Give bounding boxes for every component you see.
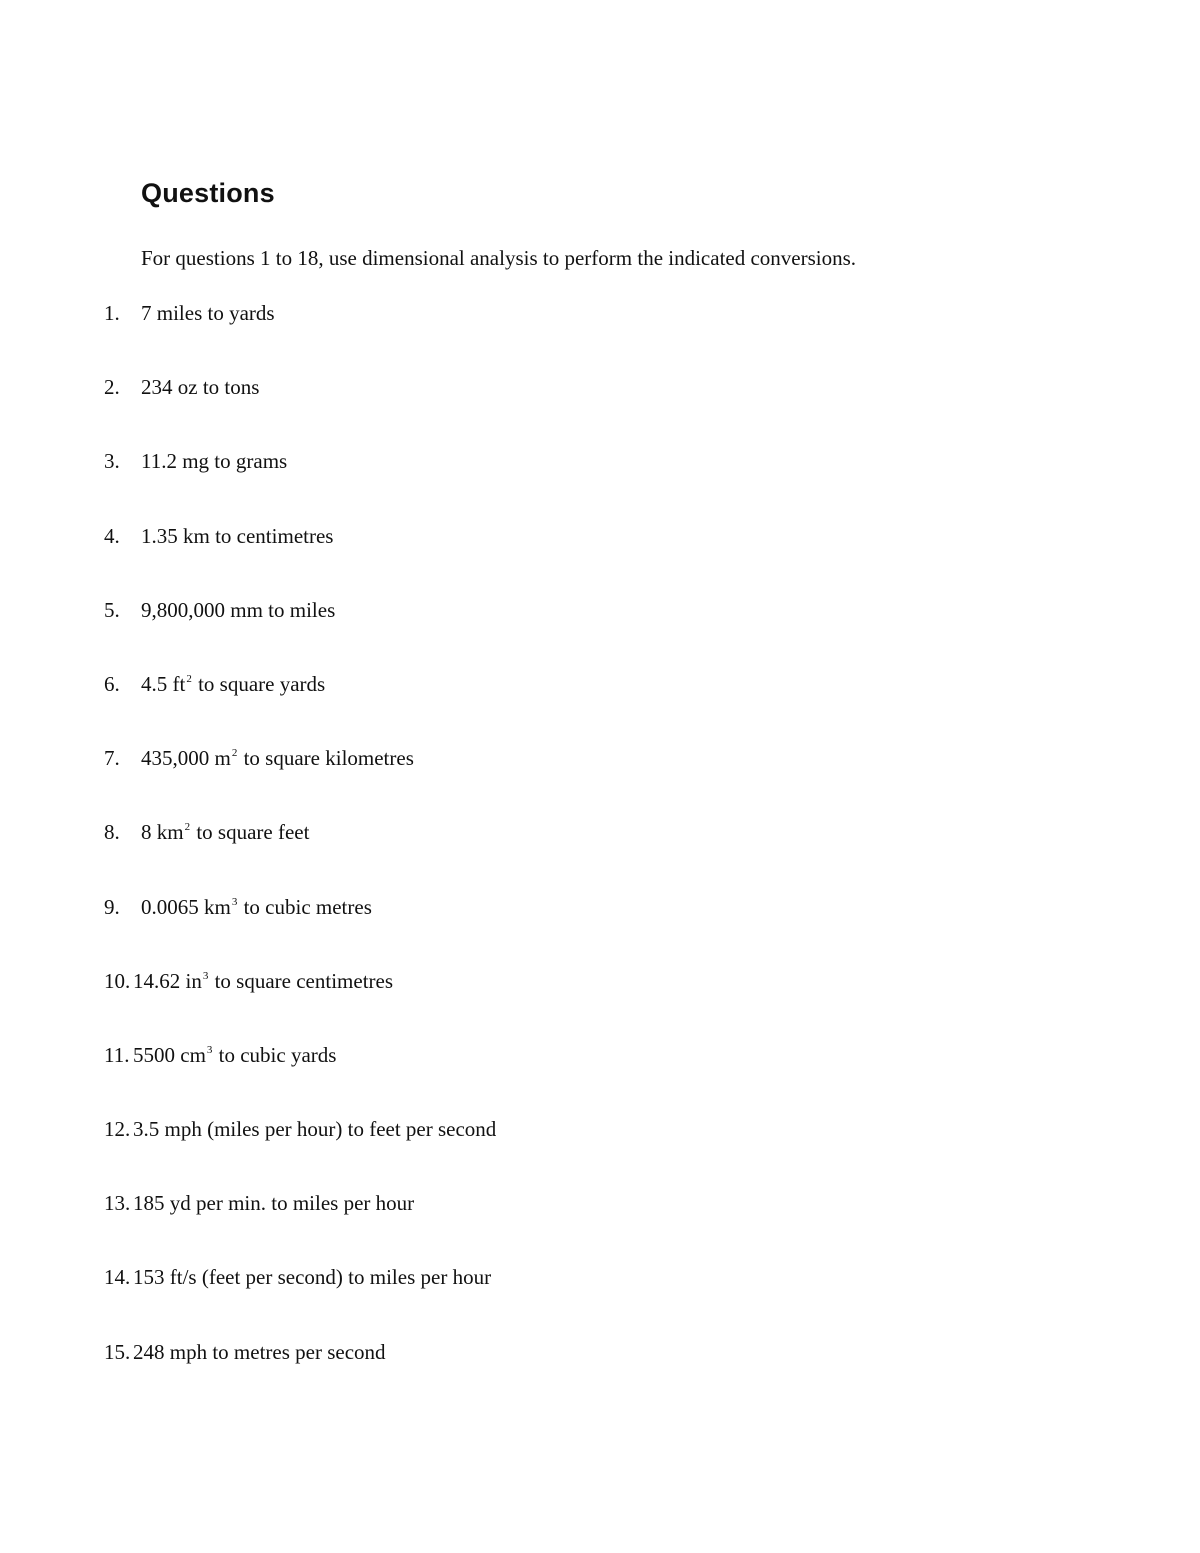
question-item [0, 670, 1200, 744]
question-number: 3. [104, 449, 120, 474]
question-item [0, 596, 1200, 670]
question-number: 1. [104, 301, 120, 325]
question-item [0, 373, 1200, 447]
question-number: 12. [104, 1117, 131, 1142]
question-item [0, 1115, 1200, 1189]
question-number: 5. [104, 597, 120, 622]
question-number: 14. [104, 1265, 131, 1290]
question-item [0, 299, 1200, 373]
question-text: 248 mph to metres per second [133, 1339, 386, 1364]
question-number: 8. [104, 820, 120, 845]
question-number: 10. [104, 968, 131, 993]
question-number: 7. [104, 746, 120, 771]
question-item [0, 1189, 1200, 1263]
question-item [0, 967, 1200, 1041]
question-item [0, 1263, 1200, 1337]
question-text: 153 ft/s (feet per second) to miles per hour [133, 1265, 492, 1290]
question-number: 11. [104, 1042, 130, 1067]
question-number: 4. [104, 523, 120, 548]
question-text: 234 oz to tons [141, 375, 260, 400]
question-text: 14.62 $in^3$ to square centimetres [133, 968, 394, 993]
question-item [0, 1041, 1200, 1115]
question-text: 5500 $cm^3$ to cubic yards [133, 1042, 337, 1067]
question-text: 7 miles to yards [141, 301, 275, 325]
question-item [0, 1338, 1200, 1412]
question-item [0, 522, 1200, 596]
question-text: 435,000 $m^2$ to square kilometres [141, 746, 414, 771]
question-text: 9,800,000 mm to miles [141, 597, 336, 622]
question-text: 4.5 $ft^2$ to square yards [141, 671, 326, 696]
question-number: 9. [104, 894, 120, 919]
question-item [0, 818, 1200, 892]
question-item [0, 744, 1200, 818]
question-text: 0.0065 $km^3$ to cubic metres [141, 894, 372, 919]
question-text: 8 $km^2$ to square feet [141, 820, 310, 845]
question-text: 1.35 km to centimetres [141, 523, 334, 548]
question-item [0, 447, 1200, 521]
question-number: 15. [104, 1339, 131, 1364]
question-text: 3.5 mph (miles per hour) to feet per second [133, 1117, 497, 1142]
question-number: 13. [104, 1191, 131, 1216]
page-title: Questions [141, 178, 275, 208]
question-item [0, 893, 1200, 967]
question-number: 2. [104, 375, 120, 400]
question-text: 11.2 mg to grams [141, 449, 288, 474]
question-list [0, 299, 1200, 1412]
question-number: 6. [104, 671, 120, 696]
instructions-text: For questions 1 to 18, use dimensional analysis to perform the indicated conversions. [141, 246, 857, 270]
question-text: 185 yd per min. to miles per hour [133, 1191, 415, 1216]
